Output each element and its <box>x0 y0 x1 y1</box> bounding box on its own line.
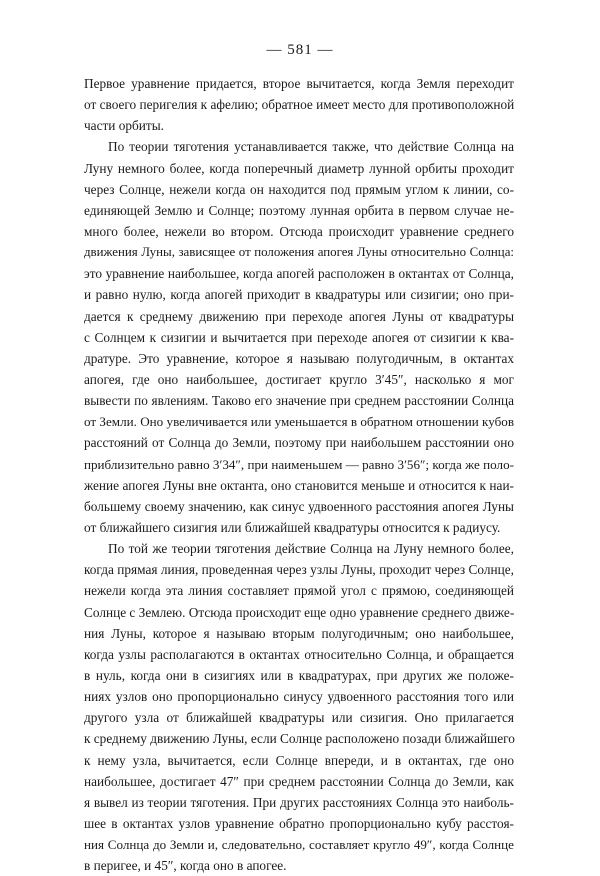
text-line: к нему узла, вычитается, если Солнце впереди, и в октантах, где оно <box>84 752 514 768</box>
text-line: и равно нулю, когда апогей приходит в квадратуры или сизигии; оно при- <box>84 287 514 303</box>
text-line: расстояний от Солнца до Земли, поэтому при наибольшем расстоянии оно <box>84 435 514 451</box>
text-line: от ближайшего сизигия или ближайшей квадратуры относится к радиусу. <box>84 519 501 535</box>
text-line: Луну немного более, когда поперечный диаметр лунной орбиты проходит <box>84 160 514 176</box>
text-line: когда прямая линия, проведенная через узлы Луны, проходит через Солнце, <box>84 562 514 578</box>
text-line: апогея, где оно наибольшее, достигает кругло 3′45″, насколько я мог <box>84 371 514 387</box>
text-line: в нуль, когда они в сизигиях или в квадратурах, при других же положе- <box>84 667 514 683</box>
text-line: я вывел из теории тяготения. При других расстояниях Солнца это наиболь- <box>84 794 514 810</box>
text-line: это уравнение наибольшее, когда апогей расположен в октантах от Солнца, <box>84 266 514 282</box>
text-body <box>84 73 514 876</box>
text-line: вывести по явлениям. Таково его значение при среднем расстоянии Солнца <box>84 393 514 409</box>
text-line: дается к среднему движению при переходе апогея Луны от квадратуры <box>84 308 514 324</box>
text-line: единяющей Землю и Солнце; поэтому лунная орбита в первом случае не- <box>84 202 514 218</box>
text-line: через Солнце, нежели когда он находится под прямым углом к линии, со- <box>84 181 514 197</box>
text-line: По теории тяготения устанавливается также, что действие Солнца на <box>108 139 514 155</box>
text-line: наибольшее, достигает 47″ при среднем расстоянии Солнца до Земли, как <box>84 773 514 789</box>
text-line: части орбиты. <box>84 118 164 134</box>
text-line: ниях узлов оно пропорционально синусу удвоенного расстояния того или <box>84 689 514 705</box>
text-line: Солнце с Землею. Отсюда происходит еще одно уравнение среднего движе- <box>84 604 515 620</box>
text-line: шее в октантах узлов уравнение обратно пропорционально кубу расстоя- <box>84 815 514 831</box>
text-line: много более, нежели во втором. Отсюда происходит уравнение среднего <box>84 223 514 239</box>
text-line: когда узлы располагаются в октантах относительно Солнца, и обращается <box>84 646 514 662</box>
text-line: ния Солнца до Земли и, следовательно, составляет кругло 49″, когда Солнце <box>84 837 514 853</box>
text-line: Первое уравнение придается, второе вычитается, когда Земля переходит <box>84 76 514 91</box>
text-line: ния Луны, которое я называю вторым полугодичным; оно наибольшее, <box>84 625 514 641</box>
text-line: большему своему значению, как синус удвоенного расстояния апогея Луны <box>84 498 514 514</box>
text-line: от Земли. Оно увеличивается или уменьшается в обратном отношении кубов <box>84 414 514 430</box>
text-line: жение апогея Луны вне октанта, оно становится меньше и относится к наи- <box>84 477 514 493</box>
text-line: от своего перигелия к афелию; обратное имеет место для противоположной <box>84 97 515 113</box>
paragraph-1 <box>84 73 514 136</box>
text-line: движения Луны, зависящее от положения апогея Луны относительно Солнца: <box>84 245 514 260</box>
text-line: нежели когда эта линия составляет прямой угол с прямою, соединяющей <box>84 583 514 599</box>
text-line: в перигее, и 45″, когда оно в апогее. <box>84 858 287 874</box>
paragraph-2 <box>84 136 514 538</box>
text-line: дратуре. Это уравнение, которое я называю полугодичным, в октантах <box>84 350 514 366</box>
text-line: к среднему движению Луны, если Солнце расположено позади ближайшего <box>84 731 515 747</box>
page-number: — 581 — <box>266 42 334 58</box>
text-line: с Солнцем к сизигии и вычитается при переходе апогея от сизигии к ква- <box>84 329 514 345</box>
text-line: По той же теории тяготения действие Солнца на Луну немного более, <box>108 541 514 557</box>
paragraph-3 <box>84 538 514 876</box>
text-line: другого узла от ближайшей квадратуры или сизигия. Оно прилагается <box>84 710 514 726</box>
text-line: приблизительно равно 3′34″, при наименьшем — равно 3′56″; когда же поло- <box>84 456 514 472</box>
